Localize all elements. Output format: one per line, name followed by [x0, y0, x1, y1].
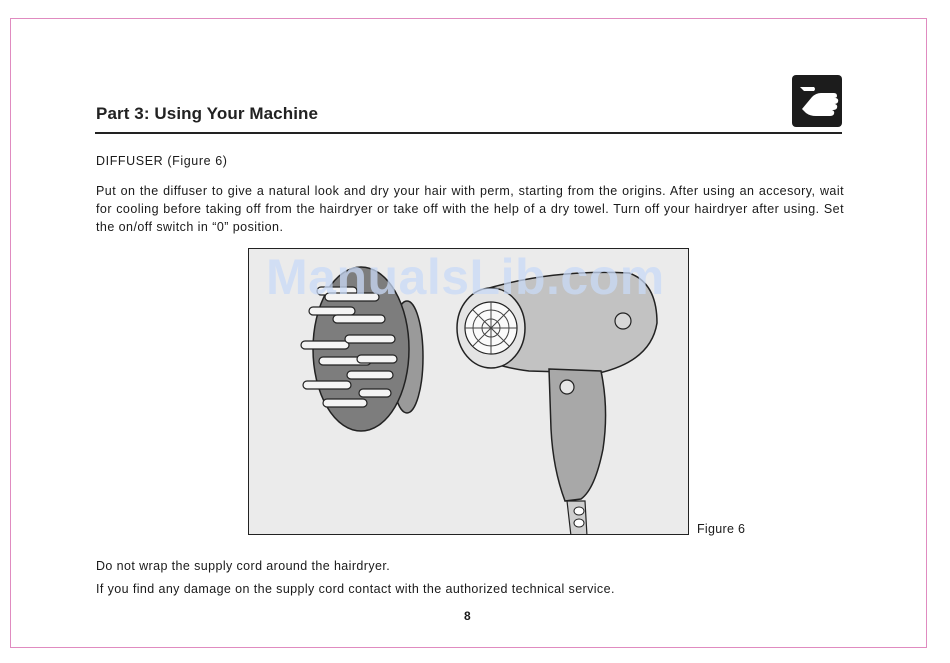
- note-cord-wrap: Do not wrap the supply cord around the hairdryer.: [96, 559, 391, 573]
- title-divider: [95, 132, 842, 134]
- note-cord-damage: If you find any damage on the supply cord contact with the authorized technical service.: [96, 582, 615, 596]
- figure-caption: Figure 6: [697, 522, 746, 536]
- watermark: ManualsLib.com: [266, 249, 665, 305]
- page-title: Part 3: Using Your Machine: [96, 104, 319, 123]
- hairdryer-illustration: [457, 272, 657, 535]
- hand-icon: [792, 75, 842, 127]
- instruction-paragraph: Put on the diffuser to give a natural look and dry your hair with perm, starting from the origins. After using an accesory, wait for cooling before taking off from the hairdryer or take off with the help of a dry towel. Turn off your hairdryer after using. Set the on/off switch in “0” position.: [96, 184, 844, 234]
- page-number: 8: [464, 609, 471, 623]
- section-heading: DIFFUSER (Figure 6): [96, 154, 228, 168]
